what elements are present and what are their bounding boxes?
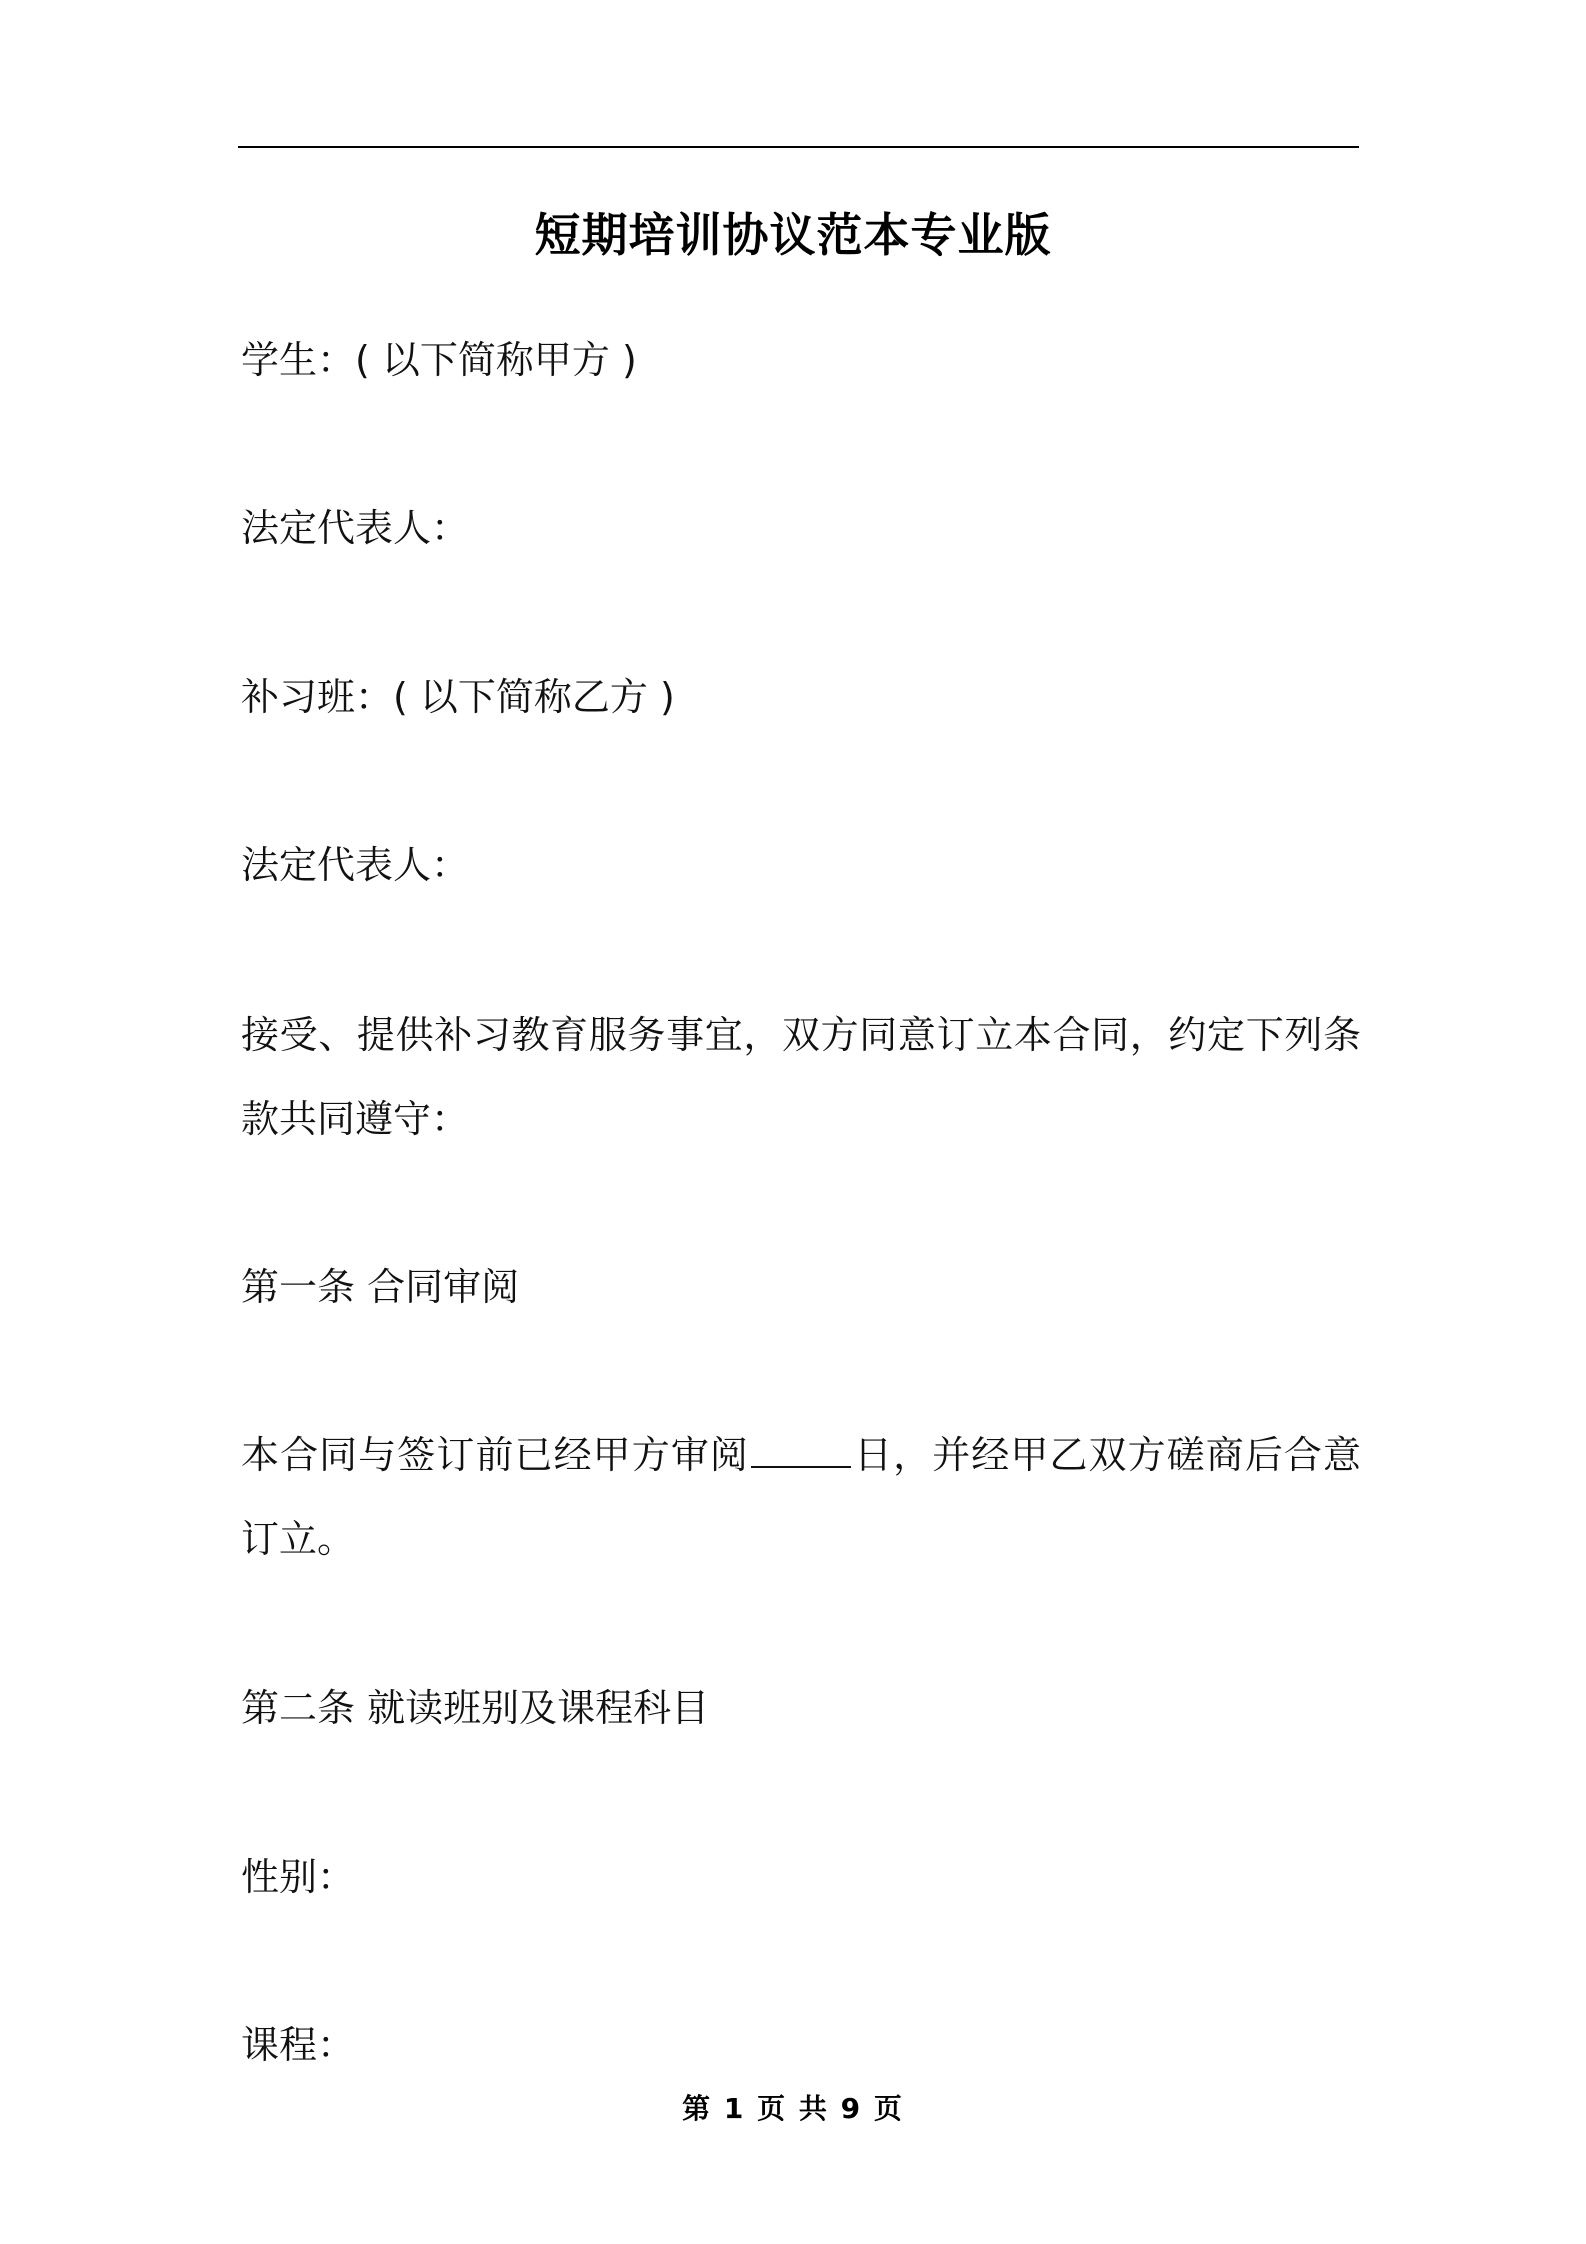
course-field-label: 课程：: [241, 2023, 356, 2067]
article-1-text-after: 日，并经甲乙双方磋商后合意订立。: [241, 1433, 1361, 1561]
page-number-footer: 第 1 页 共 9 页: [682, 2092, 904, 2125]
document-title: 短期培训协议范本专业版: [534, 208, 1052, 262]
tutoring-class-party-line: 补习班：( 以下简称乙方 ): [241, 675, 675, 719]
intro-paragraph: 接受、提供补习教育服务事宜，双方同意订立本合同，约定下列条款共同遵守：: [241, 1013, 1361, 1141]
gender-field-label: 性别：: [241, 1855, 356, 1899]
header-rule: [238, 146, 1359, 148]
article-1-text-before: 本合同与签订前已经甲方审阅: [241, 1433, 749, 1477]
article-1-paragraph: [241, 1413, 1361, 1581]
legal-representative-line-1: 法定代表人：: [241, 506, 470, 550]
legal-representative-line-2: 法定代表人：: [241, 843, 470, 887]
student-party-line: 学生：( 以下简称甲方 ): [241, 338, 637, 382]
article-2-heading: 第二条 就读班别及课程科目: [241, 1686, 710, 1730]
days-blank-line: [751, 1428, 851, 1468]
article-1-heading: 第一条 合同审阅: [241, 1265, 520, 1309]
